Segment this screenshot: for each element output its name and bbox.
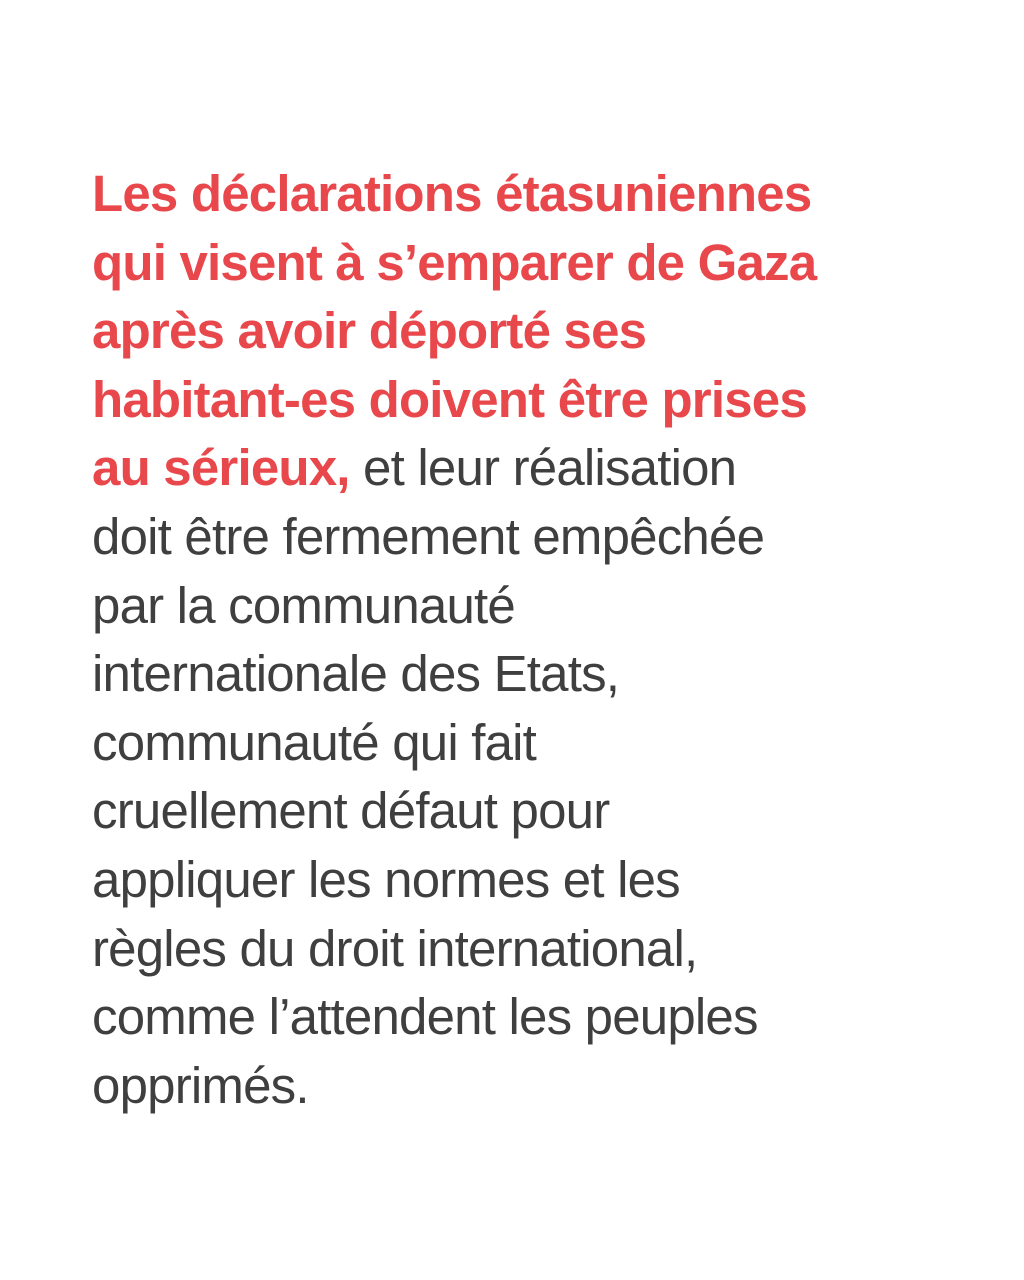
body-line: cruellement défaut pour xyxy=(92,782,610,840)
quote-text xyxy=(92,160,942,1120)
highlight-fragment: au sérieux, xyxy=(92,439,350,497)
body-line: internationale des Etats, xyxy=(92,645,620,703)
body-line: communauté qui fait xyxy=(92,713,537,771)
body-line: opprimés. xyxy=(92,1056,309,1114)
mixed-line xyxy=(92,434,942,503)
body-line: comme l’attendent les peuples xyxy=(92,988,758,1046)
highlight-line: après avoir déporté ses xyxy=(92,302,647,360)
highlight-line: habitant-es doivent être prises xyxy=(92,370,807,428)
body-line: règles du droit international, xyxy=(92,919,698,977)
body-line: doit être fermement empêchée xyxy=(92,507,765,565)
highlight-line: Les déclarations étasuniennes xyxy=(92,165,812,222)
body-line: appliquer les normes et les xyxy=(92,850,680,908)
body-fragment: et leur réalisation xyxy=(349,439,737,497)
body-line: par la communauté xyxy=(92,576,515,634)
highlight-line: qui visent à s’emparer de Gaza xyxy=(92,233,817,291)
